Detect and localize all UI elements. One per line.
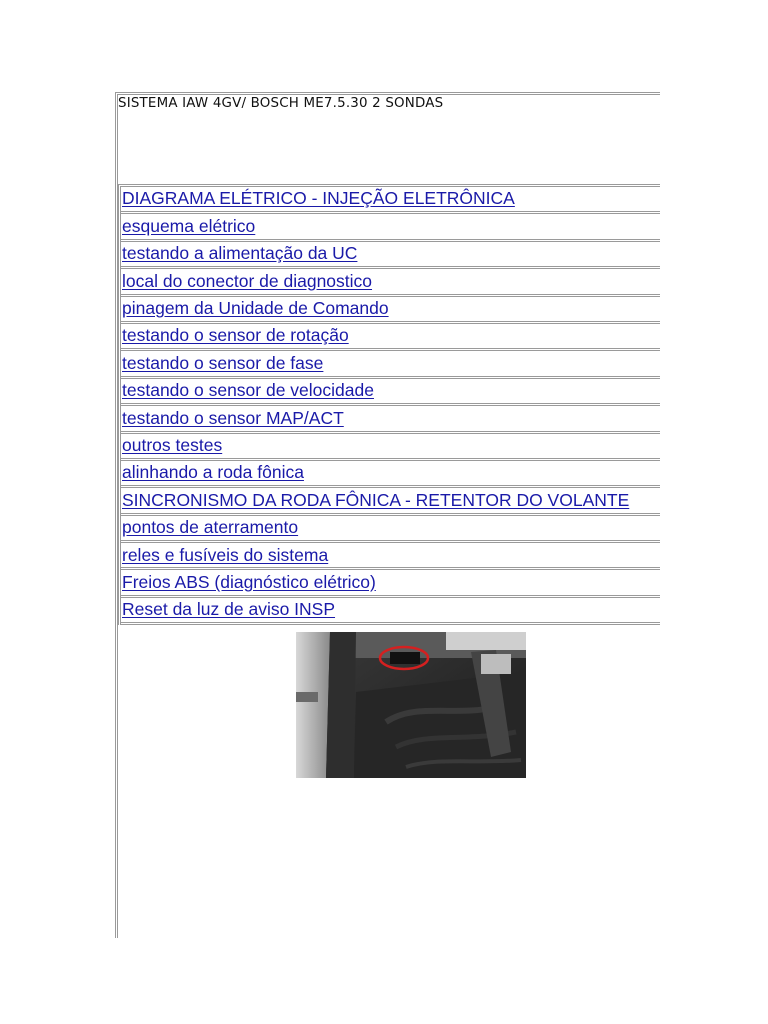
link-sensor-velocidade[interactable]: testando o sensor de velocidade (122, 380, 374, 401)
table-row (121, 434, 660, 461)
table-row (121, 379, 660, 406)
link-local-conector[interactable]: local do conector de diagnostico (122, 270, 373, 291)
table-row (121, 269, 660, 296)
link-sincronismo[interactable]: SINCRONISMO DA RODA FÔNICA - RETENTOR DO VOLANTE (122, 489, 630, 510)
link-freios-abs[interactable]: Freios ABS (diagnóstico elétrico) (122, 571, 376, 592)
table-row (121, 187, 660, 214)
table-row (121, 488, 660, 515)
table-row (121, 406, 660, 433)
table-row (121, 242, 660, 269)
link-pinagem[interactable]: pinagem da Unidade de Comando (122, 298, 389, 318)
page-title: SISTEMA IAW 4GV/ BOSCH ME7.5.30 2 SONDAS (118, 96, 444, 111)
link-testando-alimentacao[interactable]: testando a alimentação da UC (122, 243, 358, 264)
link-sensor-map-act[interactable]: testando o sensor MAP/ACT (122, 407, 344, 428)
table-row (121, 516, 660, 543)
link-esquema-eletrico[interactable]: esquema elétrico (122, 215, 256, 236)
table-row (121, 543, 660, 570)
link-table (118, 184, 660, 625)
table-row (121, 351, 660, 378)
link-reset-insp[interactable]: Reset da luz de aviso INSP (122, 599, 336, 620)
table-row (121, 598, 660, 625)
table-row (121, 461, 660, 488)
diagnostic-connector-photo (296, 632, 526, 778)
link-reles-fusiveis[interactable]: reles e fusíveis do sistema (122, 544, 329, 565)
link-diagrama-eletrico[interactable]: DIAGRAMA ELÉTRICO - INJEÇÃO ELETRÔNICA (122, 188, 515, 209)
table-row (121, 570, 660, 597)
link-sensor-fase[interactable]: testando o sensor de fase (122, 352, 324, 373)
table-row (121, 324, 660, 351)
link-pontos-aterramento[interactable]: pontos de aterramento (122, 517, 299, 538)
link-sensor-rotacao[interactable]: testando o sensor de rotação (122, 325, 349, 346)
link-outros-testes[interactable]: outros testes (122, 434, 223, 455)
table-row (121, 297, 660, 324)
link-alinhando-roda[interactable]: alinhando a roda fônica (122, 462, 304, 483)
table-row (121, 214, 660, 241)
